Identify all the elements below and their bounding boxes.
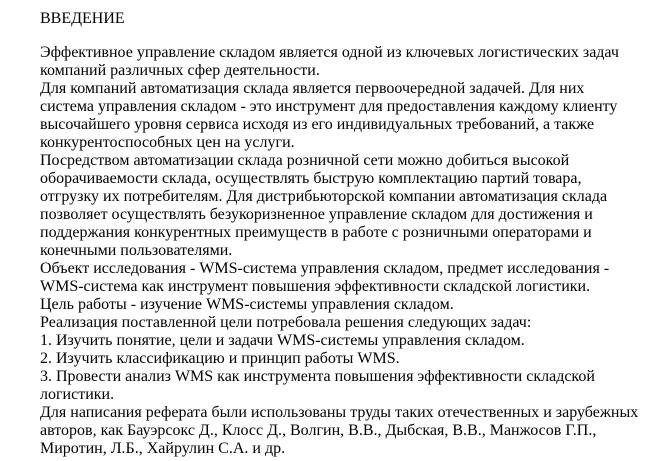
text-line: высочайшего уровня сервиса исходя из его индивидуальных требований, а также: [40, 116, 595, 133]
text-line: отгрузку их потребителям. Для дистрибьюторской компании автоматизация склада: [40, 188, 608, 205]
text-line: Объект исследования - WMS-система управления складом, предмет исследования -: [40, 260, 610, 277]
text-line: поддержания конкурентных преимуществ в работе с розничными операторами и: [40, 224, 592, 241]
text-line: 3. Провести анализ WMS как инструмента повышения эффективности складской: [40, 368, 595, 385]
text-line: Для компаний автоматизация склада является первоочередной задачей. Для них: [40, 80, 585, 97]
text-line: авторов, как Бауэрсокс Д., Клосс Д., Волгин, В.В., Дыбская, В.В., Манжосов Г.П.,: [40, 422, 597, 439]
text-line: система управления складом - это инструмент для предоставления каждому клиенту: [40, 98, 618, 115]
text-line: Для написания реферата были использованы труды таких отечественных и зарубежных: [40, 404, 639, 421]
text-line: Миротин, Л.Б., Хайрулин С.А. и др.: [40, 440, 286, 457]
document-body: [40, 44, 646, 458]
text-line: логистики.: [40, 386, 115, 403]
text-line: Цель работы - изучение WMS-системы управления складом.: [40, 296, 454, 313]
text-line: конкурентоспособных цен на услуги.: [40, 134, 295, 151]
text-line: WMS-система как инструмент повышения эффективности складской логистики.: [40, 278, 591, 295]
text-line: оборачиваемости склада, осуществлять быструю комплектацию партий товара,: [40, 170, 582, 187]
text-line: Эффективное управление складом является одной из ключевых логистических задач: [40, 44, 619, 61]
text-line: компаний различных сфер деятельности.: [40, 62, 320, 79]
text-line: 1. Изучить понятие, цели и задачи WMS-системы управления складом.: [40, 332, 525, 349]
blank-line: [40, 27, 646, 44]
text-line: Посредством автоматизации склада розничной сети можно добиться высокой: [40, 152, 570, 169]
text-line: Реализация поставленной цели потребовала решения следующих задач:: [40, 314, 532, 331]
document-title: ВВЕДЕНИЕ: [40, 10, 125, 27]
text-line: 2. Изучить классификацию и принцип работы WMS.: [40, 350, 400, 367]
text-line: конечными пользователями.: [40, 242, 233, 259]
text-line: позволяет осуществлять безукоризненное управление складом для достижения и: [40, 206, 593, 223]
